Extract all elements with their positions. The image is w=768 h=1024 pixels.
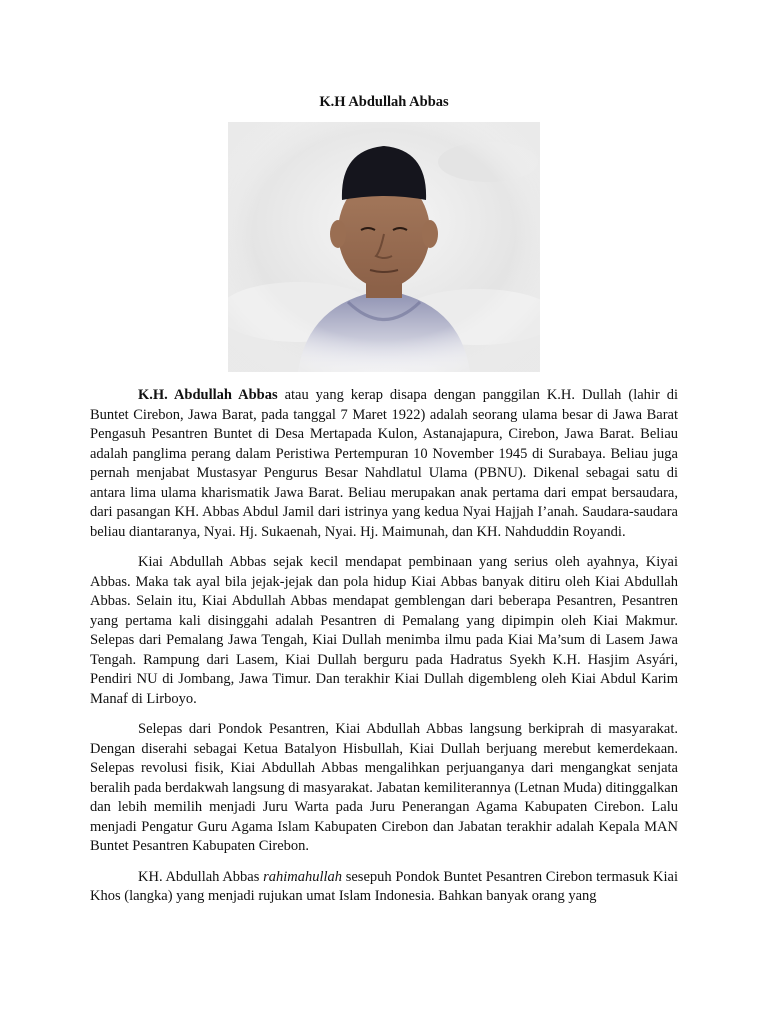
document-title: K.H Abdullah Abbas	[319, 94, 449, 110]
paragraph-2	[90, 553, 678, 709]
subject-name: K.H. Abdullah Abbas	[138, 387, 278, 403]
portrait-image	[228, 122, 540, 372]
document-body	[90, 386, 678, 918]
paragraph-text: Kiai Abdullah Abbas sejak kecil mendapat pembinaan yang serius oleh ayahnya, Kiyai Abbas. Maka tak ayal bila jejak-jejak dan pola hidup Kiai Abbas banyak ditiru oleh Kiai Abdullah Abbas. Selain itu, Kiai Abdullah Abbas mendapat gemblengan dari beberapa Pesantren, Pesantren yang pertama kali disinggahi adalah Pesantren di Pemalang yang dipimpin oleh Kiai Makmur. Selepas dari Pemalang Jawa Tengah, Kiai Dullah menimba ilmu pada Kiai Ma’sum di Lasem Jawa Tengah. Rampung dari Lasem, Kiai Dullah berguru pada Hadratus Syekh K.H. Hasjim Asyári, Pendiri NU di Jombang, Jawa Timur. Dan terakhir Kiai Dullah digembleng oleh Kiai Abdul Karim Manaf di Lirboyo.	[90, 554, 678, 707]
paragraph-text: Selepas dari Pondok Pesantren, Kiai Abdullah Abbas langsung berkiprah di masyarakat. Dengan diserahi sebagai Ketua Batalyon Hisbullah, Kiai Dullah berjuang merebut kemerdekaan. Selepas revolusi fisik, Kiai Abdullah Abbas mengalihkan perjuanganya dari mengangkat senjata beralih pada berdakwah langsung di masyarakat. Jabatan kemiliterannya (Letnan Muda) ditinggalkan dan lebih memilih menjadi Juru Warta pada Juru Penerangan Agama Kabupaten Cirebon. Lalu menjadi Pengatur Guru Agama Islam Kabupaten Cirebon dan Jabatan terakhir adalah Kepala MAN Buntet Pesantren Kabupaten Cirebon.	[90, 721, 678, 854]
paragraph-text: sesepuh Pondok Buntet Pesantren Cirebon termasuk Kiai Khos (langka) yang menjadi rujukan umat Islam Indonesia. Bahkan banyak orang yang	[90, 868, 678, 904]
portrait-photo	[228, 122, 540, 372]
paragraph-3	[90, 720, 678, 857]
paragraph-1	[90, 386, 678, 542]
paragraph-lead: KH. Abdullah Abbas	[138, 868, 264, 885]
paragraph-4	[90, 868, 678, 907]
paragraph-text: atau yang kerap disapa dengan panggilan K.H. Dullah (lahir di Buntet Cirebon, Jawa Barat, pada tanggal 7 Maret 1922) adalah seorang ulama besar di Jawa Barat Pengasuh Pesantren Buntet di Desa Mertapada Kulon, Astanajapura, Cirebon, Jawa Barat. Beliau adalah panglima perang dalam Peristiwa Pertempuran 10 November 1945 di Surabaya. Beliau juga pernah menjabat Mustasyar Pengurus Besar Nahdlatul Ulama (PBNU). Dikenal sebagai satu di antara lima ulama kharismatik Jawa Barat. Beliau merupakan anak pertama dari empat bersaudara, dari pasangan KH. Abbas Abdul Jamil dari istrinya yang kedua Nyai Hajjah I’anah. Saudara-saudara beliau diantaranya, Nyai. Hj. Sukaenah, Nyai. Hj. Maimunah, dan KH. Nahduddin Royandi.	[90, 387, 678, 540]
italic-term: rahimahullah	[263, 868, 343, 885]
